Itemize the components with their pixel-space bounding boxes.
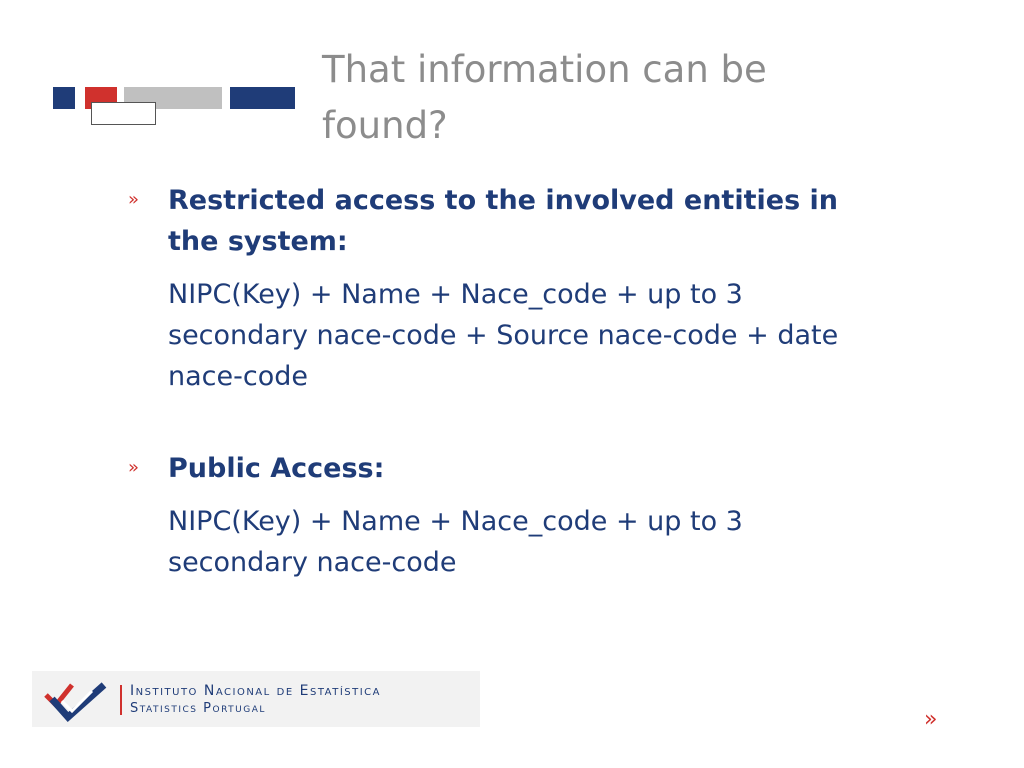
logo-org-subtitle: Statistics Portugal	[130, 701, 266, 716]
slide-title: That information can be found?	[322, 48, 767, 147]
bullet-marker-icon: »	[128, 457, 140, 478]
bullet-restricted-access	[128, 180, 848, 397]
ine-checkmark-logo-icon	[42, 677, 112, 723]
bullet-detail: NIPC(Key) + Name + Nace_code + up to 3 secondary nace-code	[168, 506, 743, 578]
logo-org-name: Instituto Nacional de Estatística	[130, 683, 381, 699]
next-slide-icon[interactable]: »	[924, 707, 938, 732]
bullet-heading: Public Access:	[168, 453, 385, 484]
bullet-detail: NIPC(Key) + Name + Nace_code + up to 3 secondary nace-code + Source nace-code + date nace-code	[168, 279, 839, 392]
decor-navy-square	[53, 87, 75, 109]
decor-outline-box	[91, 102, 156, 125]
ine-logo	[32, 671, 480, 727]
bullet-public-access	[128, 448, 848, 583]
slide-content	[128, 180, 848, 583]
decor-navy-bar	[230, 87, 295, 109]
bullet-heading: Restricted access to the involved entities in the system:	[168, 185, 839, 257]
logo-divider	[120, 685, 122, 715]
bullet-marker-icon: »	[128, 189, 140, 210]
